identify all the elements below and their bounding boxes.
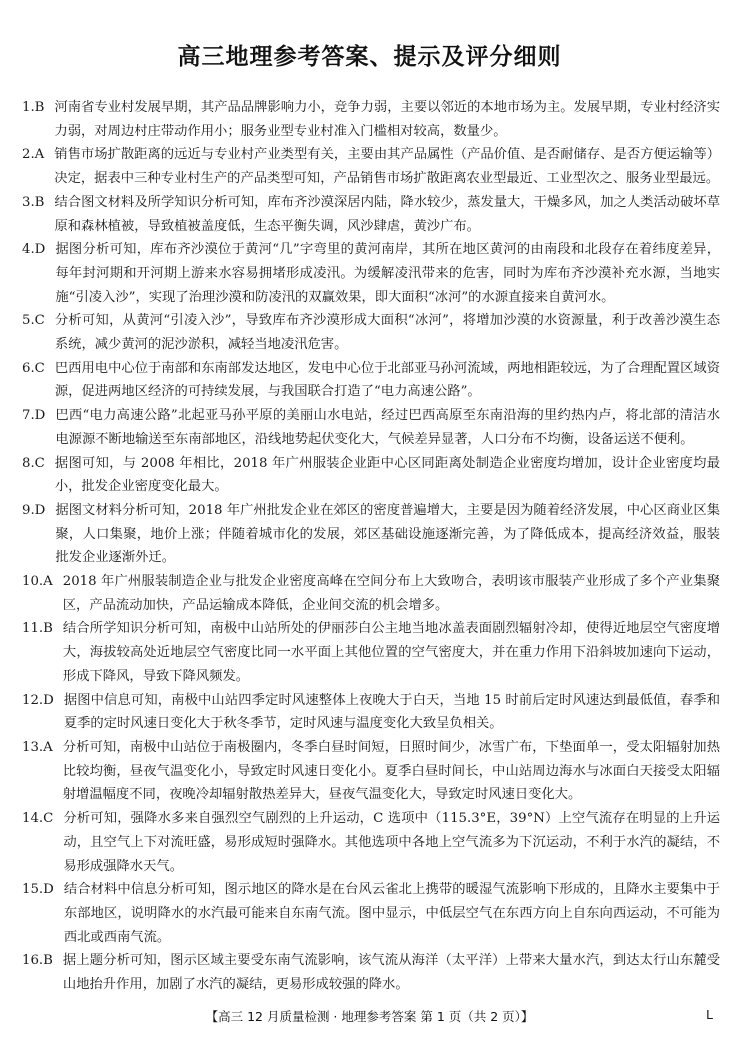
answer-item <box>22 570 720 617</box>
answer-item <box>22 96 720 143</box>
answer-item <box>22 191 720 238</box>
page-footer: 【高三 12 月质量检测 · 地理参考答案 第 1 页（共 2 页）】 <box>205 1009 534 1024</box>
answer-item <box>22 878 720 949</box>
answer-number: 5.C <box>22 313 45 329</box>
answer-text: 据图可知，与 2008 年相比，2018 年广州服装企业距中心区同距离处制造企业密度均增加，设计企业密度均最小，批发企业密度变化最大。 <box>54 455 720 495</box>
answer-text: 据图分析可知，库布齐沙漠位于黄河“几”字弯里的黄河南岸，其所在地区黄河的由南段和北段存在着纬度差异，每年封河期和开河期上游来水容易拥堵形成凌汛。为缓解凌汛带来的危害，同时为库布齐沙漠补充水源，当地实施“引凌入沙”，实现了治理沙漠和防凌汛的双赢效果，即大面积“冰河”的水源直接来自黄河水。 <box>55 242 720 305</box>
answer-number: 6.C <box>22 360 45 376</box>
answer-number: 1.B <box>22 100 45 115</box>
page-title: 高三地理参考答案、提示及评分细则 <box>177 44 562 70</box>
page-corner-mark: L <box>706 1007 713 1022</box>
answer-text: 据上题分析可知，图示区域主要受东南气流影响，该气流从海洋（太平洋）上带来大量水汽，到达太行山东麓受山地抬升作用，加剧了水汽的凝结，更易形成较强的降水。 <box>62 953 720 993</box>
answer-number: 13.A <box>22 739 53 755</box>
answer-item <box>22 617 720 688</box>
answer-item <box>22 357 720 404</box>
answer-item <box>22 238 720 309</box>
answer-text: 销售市场扩散距离的远近与专业村产业类型有关，主要由其产品属性（产品价值、是否耐储存、是否方便运输等）决定，据表中三种专业村生产的产品类型可知，产品销售市场扩散距离农业型最近、工业型次之、服务业型最远。 <box>54 147 720 187</box>
answer-text: 河南省专业村发展早期，其产品品牌影响力小，竞争力弱，主要以邻近的本地市场为主。发展早期，专业村经济实力弱，对周边村庄带动作用小；服务业型专业村准入门槛相对较高，数量少。 <box>54 100 720 139</box>
answer-text: 2018 年广州服装制造企业与批发企业密度高峰在空间分布上大致吻合，表明该市服装产业形成了多个产业集聚区，产品流动加快，产品运输成本降低，企业间交流的机会增多。 <box>62 574 720 613</box>
answer-list <box>22 96 720 997</box>
answer-number: 7.D <box>22 408 46 424</box>
answer-item <box>22 452 720 499</box>
answer-text: 结合所学知识分析可知，南极中山站所处的伊丽莎白公主地当地冰盖表面剧烈辐射冷却，使得近地层空气密度增大，海拔较高处近地层空气密度比同一水平面上其他位置的空气密度大，并在重力作用下沿斜坡加速向下运动，形成下降风，导致下降风频发。 <box>62 621 720 684</box>
answer-number: 10.A <box>22 574 53 590</box>
answer-text: 结合图文材料及所学知识分析可知，库布齐沙漠深居内陆，降水较少，蒸发量大，干燥多风，加之人类活动破坏草原和森林植被，导致植被盖度低，生态平衡失调，风沙肆虐，黄沙广布。 <box>54 194 720 234</box>
answer-text: 分析可知，南极中山站位于南极圈内，冬季白昼时间短，日照时间少，冰雪广布，下垫面单一，受太阳辐射加热比较均衡，昼夜气温变化小，导致定时风速日变化小。夏季白昼时间长，中山站周边海水与冰面白天接受太阳辐射增温幅度不同，夜晚冷却辐射散热差异大，昼夜气温变化大，导致定时风速日变化大。 <box>62 739 720 803</box>
answer-item <box>22 404 720 451</box>
answer-text: 据图中信息可知，南极中山站四季定时风速整体上夜晚大于白天，当地 15 时前后定时风速达到最低值，春季和夏季的定时风速日变化大于秋冬季节，定时风速与温度变化大致呈负相关。 <box>63 692 720 732</box>
answer-text: 分析可知，强降水多来自强烈空气剧烈的上升运动，C 选项中（115.3°E，39°N）上空气流存在明显的上升运动，且空气上下对流旺盛，易形成短时强降水。其他选项中各地上空气流多为下沉运动，不利于水汽的凝结，不易形成强降水天气。 <box>63 811 720 874</box>
answer-number: 3.B <box>22 194 45 210</box>
answer-number: 2.A <box>22 147 45 163</box>
answer-text: 巴西“电力高速公路”北起亚马孙平原的美丽山水电站，经过巴西高原至东南沿海的里约热内卢，将北部的清洁水电源源不断地输送至东南部地区，沿线地势起伏变化大，气候差异显著，人口分布不均衡，设备运送不便利。 <box>55 408 720 447</box>
answer-item <box>22 736 720 807</box>
answer-text: 据图文材料分析可知，2018 年广州批发企业在郊区的密度普遍增大，主要是因为随着经济发展，中心区商业区集聚，人口集聚，地价上涨；伴随着城市化的发展，郊区基础设施逐渐完善，为了降低成本，提高经济效益，服装批发企业逐渐外迁。 <box>55 502 720 566</box>
answer-number: 16.B <box>22 953 53 969</box>
answer-number: 4.D <box>22 242 46 258</box>
answer-number: 12.D <box>22 692 54 708</box>
answer-item <box>22 949 720 996</box>
answer-number: 8.C <box>22 455 45 471</box>
answer-item <box>22 499 720 570</box>
answer-text: 巴西用电中心位于南部和东南部发达地区，发电中心位于北部亚马孙河流域，两地相距较远，为了合理配置区域资源，促进两地区经济的可持续发展，与我国联合打造了“电力高速公路”。 <box>54 360 720 400</box>
answer-text: 结合材料中信息分析可知，图示地区的降水是在台风云雀北上携带的暖湿气流影响下形成的，且降水主要集中于东部地区，说明降水的水汽最可能来自东南气流。图中显示，中低层空气在东西方向上自东向西运动，不可能为西北或西南气流。 <box>63 882 720 945</box>
answer-item <box>22 309 720 356</box>
answer-number: 15.D <box>22 882 54 898</box>
answer-text: 分析可知，从黄河“引凌入沙”，导致库布齐沙漠形成大面积“冰河”，将增加沙漠的水资源量，利于改善沙漠生态系统，减少黄河的泥沙淤积，减轻当地凌汛危害。 <box>54 313 720 353</box>
answer-item <box>22 807 720 878</box>
answer-number: 11.B <box>22 621 53 637</box>
answer-item <box>22 689 720 736</box>
answer-item <box>22 143 720 190</box>
answer-number: 9.D <box>22 502 46 518</box>
answer-number: 14.C <box>22 811 54 827</box>
